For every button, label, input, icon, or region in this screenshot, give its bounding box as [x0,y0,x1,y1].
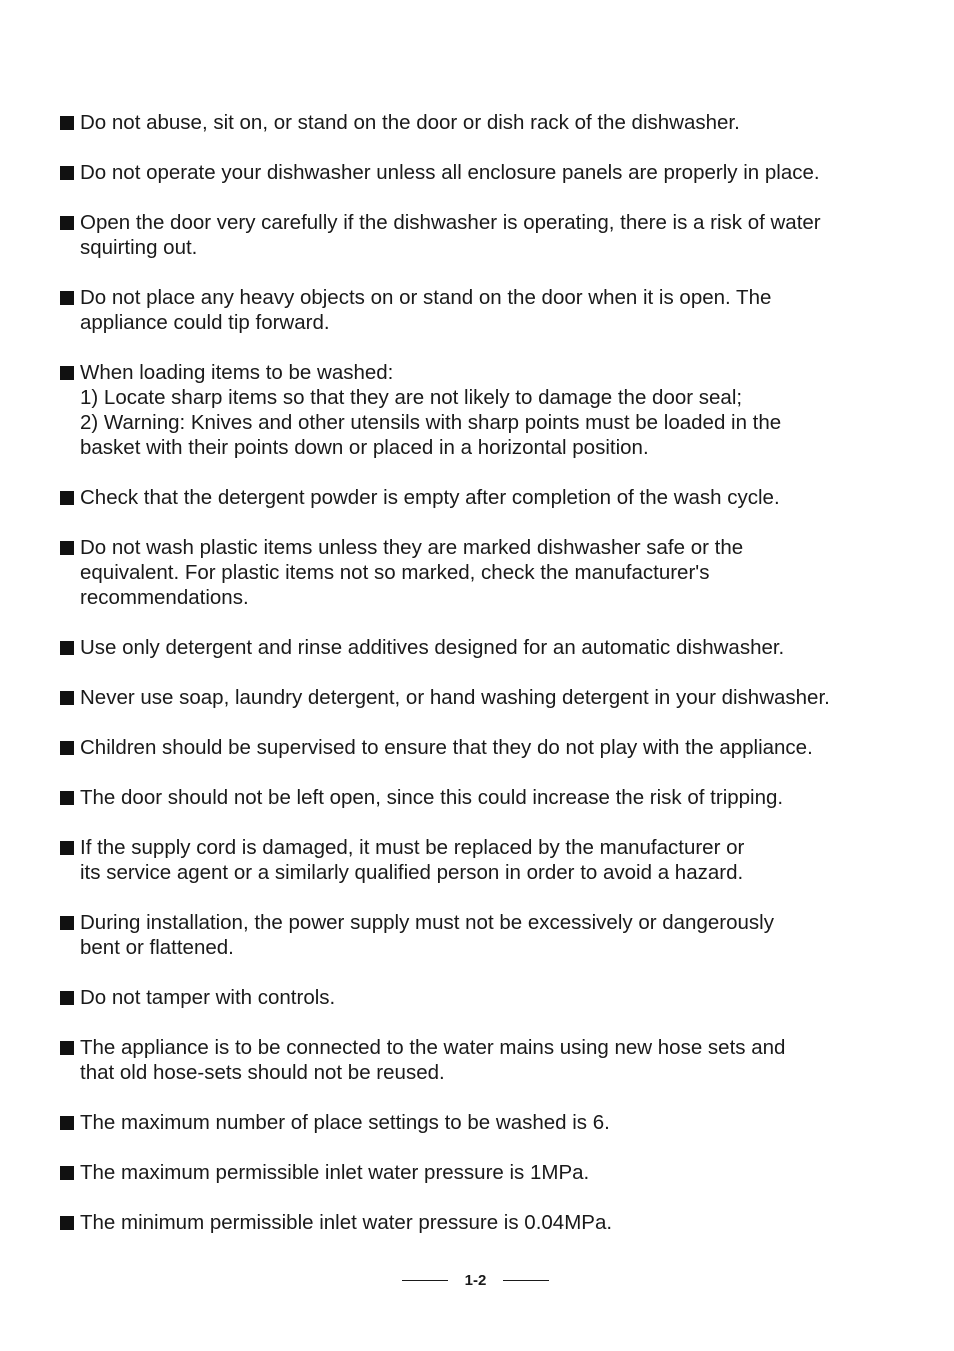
square-bullet-icon [60,366,74,380]
safety-item-text: The minimum permissible inlet water pressure is 0.04MPa. [80,1211,613,1234]
safety-item [60,1210,940,1235]
safety-item-text: Do not place any heavy objects on or stand on the door when it is open. The appliance could tip forward. [80,286,772,334]
square-bullet-icon [60,291,74,305]
square-bullet-icon [60,116,74,130]
square-bullet-icon [60,691,74,705]
safety-item-text: Use only detergent and rinse additives designed for an automatic dishwasher. [80,636,785,659]
square-bullet-icon [60,991,74,1005]
page-number: 1-2 [464,1272,487,1289]
safety-item-text: Check that the detergent powder is empty after completion of the wash cycle. [80,486,780,509]
square-bullet-icon [60,841,74,855]
safety-item-text: The door should not be left open, since this could increase the risk of tripping. [80,786,784,809]
safety-item-text: Children should be supervised to ensure that they do not play with the appliance. [80,736,813,759]
safety-item-text: Do not wash plastic items unless they are marked dishwasher safe or the equivalent. For plastic items not so marked, check the manufacturer's recommendations. [80,536,744,609]
safety-item [60,785,940,810]
safety-item [60,685,940,710]
square-bullet-icon [60,541,74,555]
safety-item [60,910,940,960]
safety-item [60,110,940,135]
safety-item-text: Do not abuse, sit on, or stand on the door or dish rack of the dishwasher. [80,111,740,134]
safety-item [60,1035,940,1085]
safety-item [60,210,940,260]
safety-item [60,285,940,335]
safety-item [60,485,940,510]
square-bullet-icon [60,791,74,805]
safety-item [60,535,940,610]
safety-item [60,985,940,1010]
safety-item-text: If the supply cord is damaged, it must be replaced by the manufacturer or its service agent or a similarly qualified person in order to avoid a hazard. [80,836,745,884]
safety-instructions-list [60,110,940,1260]
safety-item-text: Open the door very carefully if the dishwasher is operating, there is a risk of water squirting out. [80,211,821,259]
square-bullet-icon [60,1166,74,1180]
page-footer [0,1270,954,1292]
square-bullet-icon [60,166,74,180]
safety-item-text: When loading items to be washed: 1) Locate sharp items so that they are not likely to damage the door seal; 2) Warning: Knives and other utensils with sharp points must be loaded in the basket with their points down or placed in a horizontal position. [80,361,782,459]
square-bullet-icon [60,216,74,230]
safety-item [60,360,940,460]
square-bullet-icon [60,641,74,655]
safety-item [60,1160,940,1185]
safety-item-text: The maximum number of place settings to be washed is 6. [80,1111,610,1134]
square-bullet-icon [60,1216,74,1230]
footer-divider-right [503,1280,549,1281]
square-bullet-icon [60,1116,74,1130]
square-bullet-icon [60,741,74,755]
safety-item-text: The maximum permissible inlet water pressure is 1MPa. [80,1161,590,1184]
safety-item-text: Do not tamper with controls. [80,986,336,1009]
square-bullet-icon [60,1041,74,1055]
footer-divider-left [402,1280,448,1281]
square-bullet-icon [60,491,74,505]
square-bullet-icon [60,916,74,930]
safety-item [60,635,940,660]
safety-item [60,1110,940,1135]
safety-item [60,735,940,760]
safety-item [60,160,940,185]
safety-item-text: The appliance is to be connected to the water mains using new hose sets and that old hose-sets should not be reused. [80,1036,786,1084]
safety-item-text: Do not operate your dishwasher unless all enclosure panels are properly in place. [80,161,820,184]
safety-item-text: During installation, the power supply must not be excessively or dangerously bent or flattened. [80,911,774,959]
safety-item [60,835,940,885]
safety-item-text: Never use soap, laundry detergent, or hand washing detergent in your dishwasher. [80,686,830,709]
